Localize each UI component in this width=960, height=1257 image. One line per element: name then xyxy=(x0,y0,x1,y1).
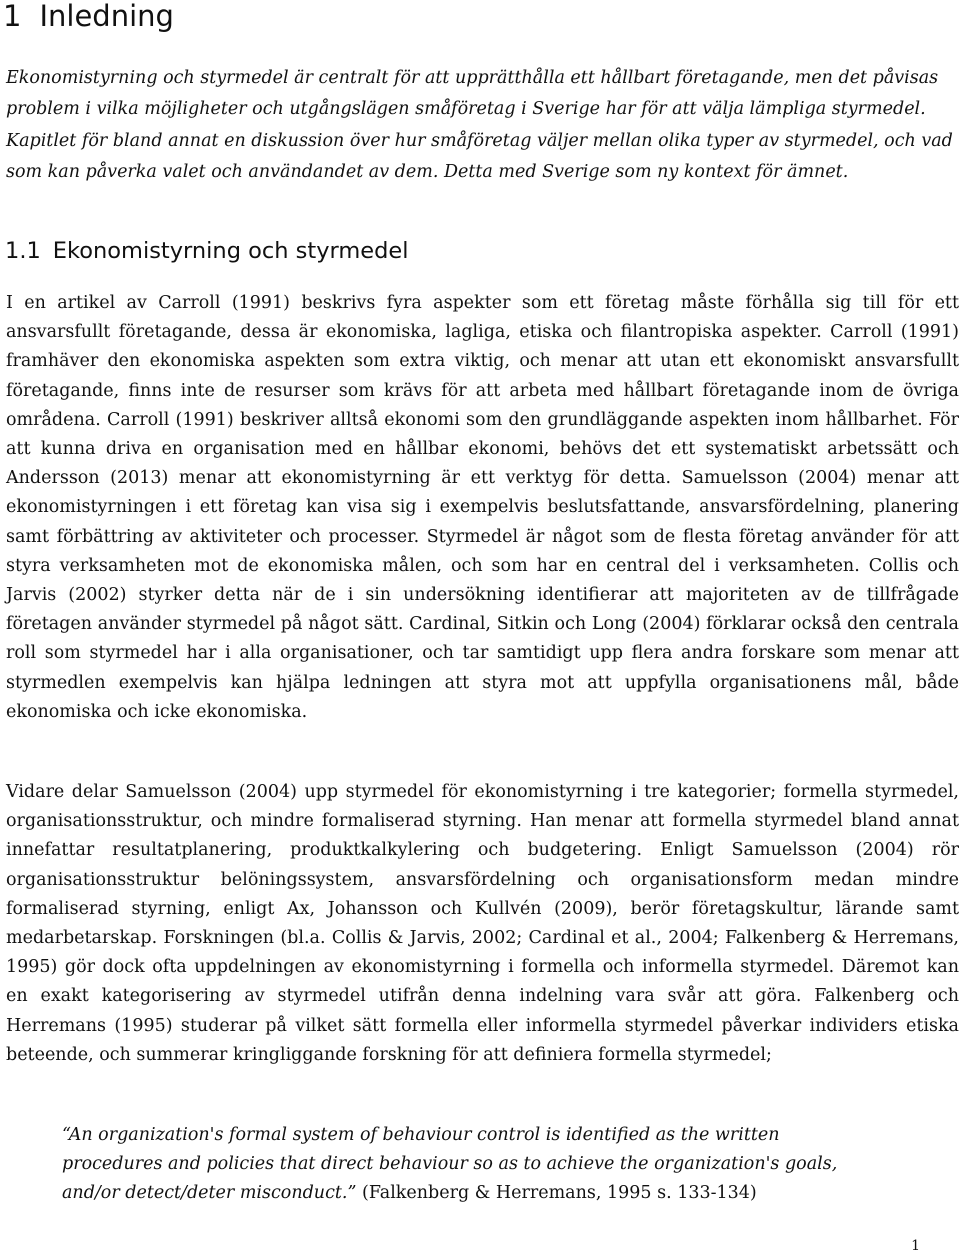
block-quote xyxy=(62,1121,884,1208)
section-title: Ekonomistyrning och styrmedel xyxy=(52,238,409,264)
chapter-title: Inledning xyxy=(39,0,174,33)
chapter-number: 1 xyxy=(3,0,22,33)
body-paragraph: I en artikel av Carroll (1991) beskrivs fyra aspekter som ett företag måste förhålla sig till för ett ansvarsfullt företagande, dessa är ekonomiska, lagliga, etiska och filantropiska aspekter. Carroll (1991) framhäver den ekonomiska aspekten som extra viktig, och menar att utan ett ekonomiskt ansvarsfullt företagande, finns inte de resurser som krävs för att arbeta med hållbart företagande inom de övriga områdena. Carroll (1991) beskriver alltså ekonomi som den grundläggande aspekten inom hållbarhet. För att kunna driva en organisation med en hållbar ekonomi, behövs det ett systematiskt arbetssätt och Andersson (2013) menar att ekonomistyrning är ett verktyg för detta. Samuelsson (2004) menar att ekonomistyrningen i ett företag kan visa sig i exempelvis beslutsfattande, ansvarsfördelning, planering samt förbättring av aktiviteter och processer. Styrmedel är något som de flesta företag använder för att styra verksamheten mot de ekonomiska målen, och som har en central del i verksamheten. Collis och Jarvis (2002) styrker detta när de i sin undersökning identifierar att majoriteten av de tillfrågade företagen använder styrmedel på något sätt. Cardinal, Sitkin och Long (2004) förklarar också den centrala roll som styrmedel har i alla organisationer, och tar samtidigt upp flera andra forskare som menar att styrmedlen exempelvis kan hjälpa ledningen att styra mot att uppfylla organisationens mål, både ekonomiska och icke ekonomiska. xyxy=(6,293,959,722)
quote-citation: (Falkenberg & Herremans, 1995 s. 133-134) xyxy=(362,1183,757,1203)
chapter-intro: Ekonomistyrning och styrmedel är centralt för att upprätthålla ett hållbart företagande, men det påvisas problem i vilka möjligheter och utgångslägen småföretag i Sverige har för att välja lämpliga styrmedel. Kapitlet för bland annat en diskussion över hur småföretag väljer mellan olika typer av styrmedel, och vad som kan påverka valet och användandet av dem. Detta med Sverige som ny kontext för ämnet. xyxy=(6,68,953,182)
quote-text: “An organization's formal system of behaviour control is identified as the written procedures and policies that direct behaviour so as to achieve the organization's goals, and/or detect/deter misconduct.” xyxy=(62,1125,838,1203)
body-paragraph: Vidare delar Samuelsson (2004) upp styrmedel för ekonomistyrning i tre kategorier; formella styrmedel, organisationsstruktur, och mindre formaliserad styrning. Han menar att formella styrmedel bland annat innefattar resultatplanering, produktkalkylering och budgetering. Enligt Samuelsson (2004) rör organisationsstruktur belöningssystem, ansvarsfördelning och organisationsform medan mindre formaliserad styrning, enligt Ax, Johansson och Kullvén (2009), berör företagskultur, lärande samt medarbetarskap. Forskningen (bl.a. Collis & Jarvis, 2002; Cardinal et al., 2004; Falkenberg & Herremans, 1995) gör dock ofta uppdelningen av ekonomistyrning i formella och informella styrmedel. Däremot kan en exakt kategorisering av styrmedel utifrån denna indelning vara svår att göra. Falkenberg och Herremans (1995) studerar på vilket sätt formella eller informella styrmedel påverkar individers etiska beteende, och summerar kringliggande forskning för att definiera formella styrmedel; xyxy=(6,782,959,1065)
section-heading xyxy=(5,234,409,268)
page-number: 1 xyxy=(911,1238,920,1254)
section-number: 1.1 xyxy=(5,238,41,264)
chapter-heading xyxy=(3,0,174,34)
